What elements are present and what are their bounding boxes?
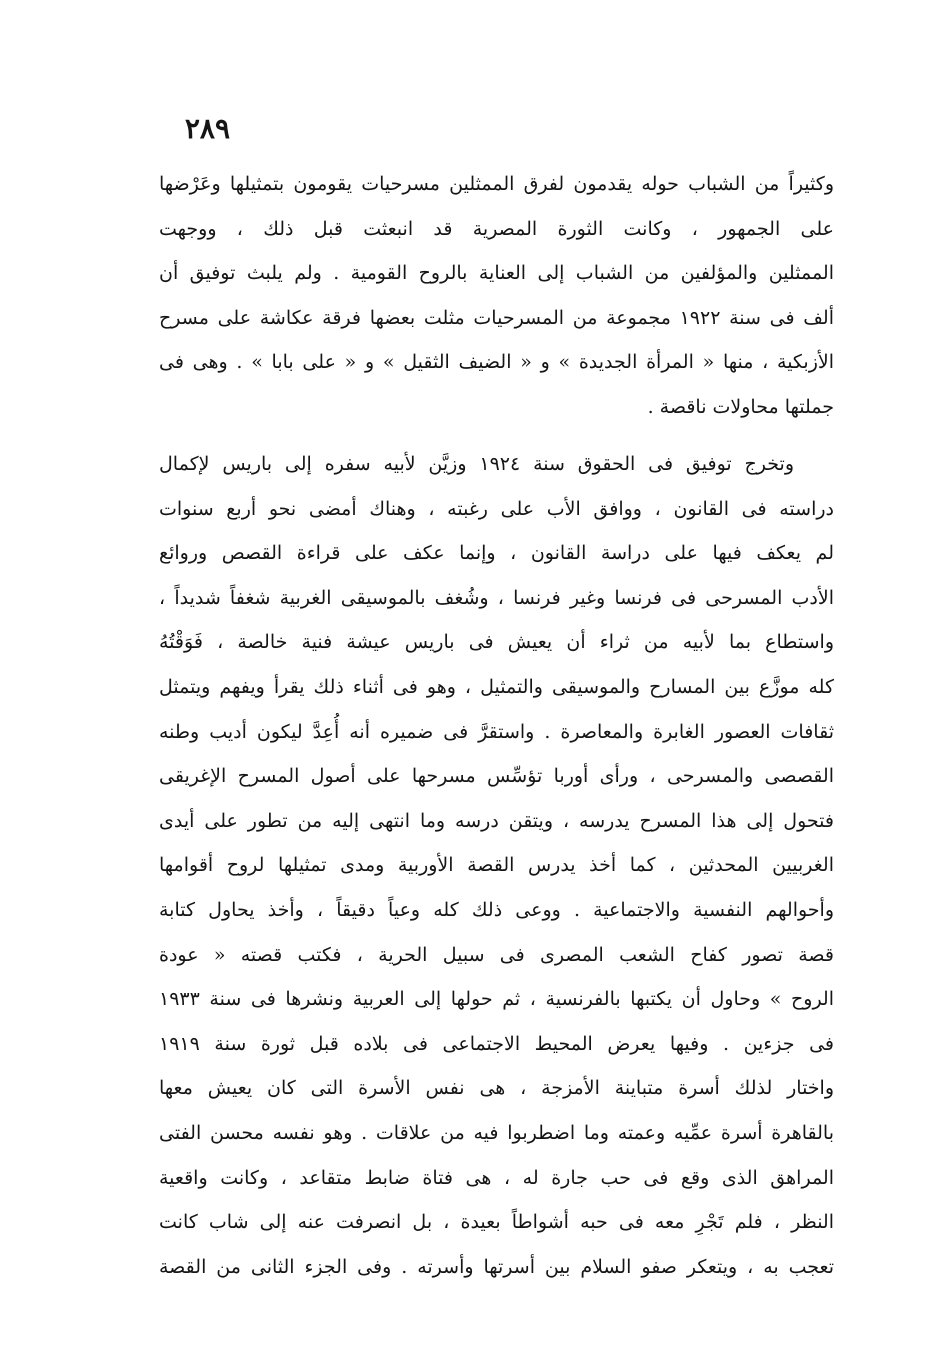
text-line: ثقافات العصور الغابرة والمعاصرة . واستقرَّ فى ضميره أنه أُعِدَّ ليكون أديب وطنه	[159, 720, 834, 743]
text-line: تعجب به ، ويتعكر صفو السلام بين أسرتها وأسرته . وفى الجزء الثانى من القصة	[159, 1255, 834, 1278]
text-line: القصصى والمسرحى ، ورأى أوربا تؤسِّس مسرحها على أصول المسرح الإغريقى	[159, 765, 834, 788]
text-line: واستطاع بما لأبيه من ثراء أن يعيش فى باريس عيشة فنية خالصة ، فَوَقْتُهُ	[159, 631, 834, 654]
text-line: فتحول إلى هذا المسرح يدرسه ، ويتقن درسه وما انتهى إليه من تطور على أيدى	[159, 809, 834, 832]
text-line: فى جزءين . وفيها يعرض المحيط الاجتماعى فى بلاده قبل ثورة سنة ١٩١٩	[159, 1032, 834, 1055]
text-line: على الجمهور ، وكانت الثورة المصرية قد انبعثت قبل ذلك ، ووجهت	[159, 217, 834, 240]
text-line: وأحوالهم النفسية والاجتماعية . ووعى ذلك كله وعياً دقيقاً ، وأخذ يحاول كتابة	[159, 898, 834, 921]
page-number: ٢٨٩	[184, 112, 230, 145]
text-line: ألف فى سنة ١٩٢٢ مجموعة من المسرحيات مثلت بعضها فرقة عكاشة على مسرح	[159, 306, 834, 329]
text-line: دراسته فى القانون ، ووافق الأب على رغبته ، وهناك أمضى نحو أربع سنوات	[159, 497, 834, 520]
text-line: واختار لذلك أسرة متباينة الأمزجة ، هى نفس الأسرة التى كان يعيش معها	[159, 1077, 834, 1100]
text-line: الممثلين والمؤلفين من الشباب إلى العناية بالروح القومية . ولم يلبث توفيق أن	[159, 262, 834, 285]
text-line: النظر ، فلم تَجْرِ معه فى حبه أشواطاً بعيدة ، بل انصرفت عنه إلى شاب كانت	[159, 1211, 834, 1234]
text-line: لم يعكف فيها على دراسة القانون ، وإنما عكف على قراءة القصص وروائع	[159, 542, 834, 565]
text-line: بالقاهرة أسرة عمِّيه وعمته وما اضطربوا فيه من علاقات . وهو نفسه محسن الفتى	[159, 1121, 834, 1144]
text-line: وتخرج توفيق فى الحقوق سنة ١٩٢٤ وزيَّن لأبيه سفره إلى باريس لإكمال	[159, 453, 795, 475]
text-line: الغربيين المحدثين ، كما أخذ يدرس القصة الأوربية ومدى تمثيلها لروح أقوامها	[159, 854, 834, 877]
text-line: الأدب المسرحى فى فرنسا وغير فرنسا ، وشُغف بالموسيقى الغربية شغفاً شديداً ،	[159, 586, 834, 609]
text-line: كله موزَّع بين المسارح والموسيقى والتمثيل ، وهو فى أثناء ذلك يقرأ ويفهم ويتمثل	[159, 675, 834, 698]
paragraph-2	[159, 442, 834, 1289]
paragraph-1	[159, 162, 834, 430]
text-line: المراهق الذى وقع فى حب جارة له ، هى فتاة ضابط متقاعد ، وكانت واقعية	[159, 1166, 834, 1189]
text-line: قصة تصور كفاح الشعب المصرى فى سبيل الحرية ، فكتب قصته « عودة	[159, 943, 834, 966]
text-line: الروح » وحاول أن يكتبها بالفرنسية ، ثم حولها إلى العربية ونشرها فى سنة ١٩٣٣	[159, 988, 834, 1011]
text-line: الأزبكية ، منها « المرأة الجديدة » و « الضيف الثقيل » و « على بابا » . وهى فى	[159, 351, 834, 374]
text-line: وكثيراً من الشباب حوله يقدمون لفرق الممثلين مسرحيات يقومون بتمثيلها وعَرْضها	[159, 173, 834, 195]
text-line: جملتها محاولات ناقصة .	[647, 395, 834, 418]
